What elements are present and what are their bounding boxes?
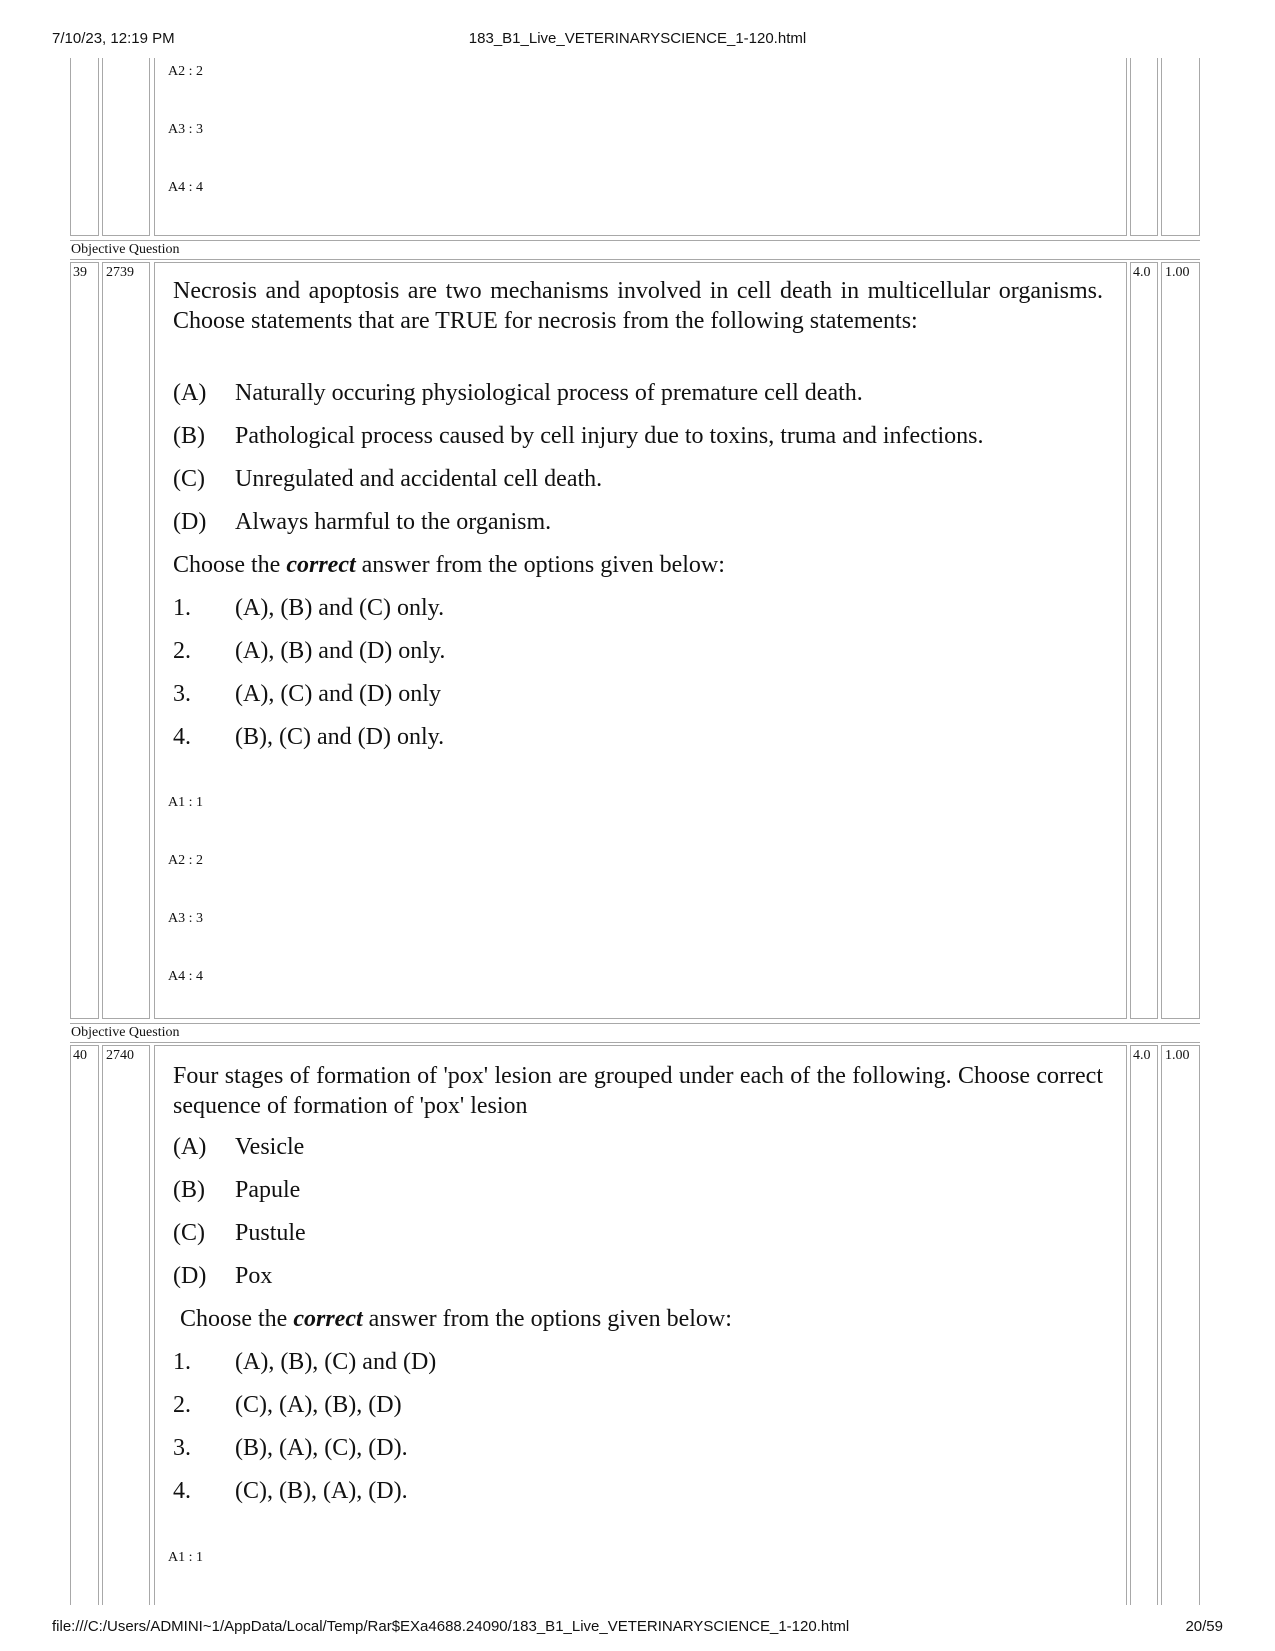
q39-answer-a1: A1 : 1: [168, 795, 203, 810]
q40-statement-a-tag: (A): [173, 1134, 207, 1160]
q40-negative: 1.00: [1165, 1048, 1190, 1063]
prev-negative-cell: [1161, 58, 1200, 236]
q40-marks-cell: [1130, 1045, 1158, 1605]
q40-statement-b: [173, 1177, 300, 1204]
q40-instruction-post: answer from the options given below:: [362, 1306, 732, 1332]
q40-qid-cell: [102, 1045, 150, 1605]
q40-option-1: [173, 1349, 436, 1376]
q40-stem: Four stages of formation of 'pox' lesion are grouped under each of the following. Choose correct sequence of formation of 'pox' lesion: [173, 1063, 1103, 1119]
q39-answer-a4: A4 : 4: [168, 969, 203, 984]
q40-option-1-num: 1.: [173, 1349, 191, 1375]
q40-serial-cell: [70, 1045, 99, 1605]
q40-instruction: [180, 1306, 732, 1333]
q39-marks: 4.0: [1133, 265, 1151, 280]
q39-negative: 1.00: [1165, 265, 1190, 280]
q40-marks: 4.0: [1133, 1048, 1151, 1063]
q40-type-rule-bottom: [70, 1042, 1200, 1043]
prev-answer-a2: A2 : 2: [168, 64, 203, 79]
q39-qid-cell: [102, 262, 150, 1019]
q39-statement-b-tag: (B): [173, 423, 205, 449]
q39-option-2: [173, 638, 445, 665]
q39-instruction-pre: Choose the: [173, 552, 287, 578]
q40-option-3: [173, 1435, 408, 1462]
q39-statement-d-text: Always harmful to the organism.: [235, 509, 552, 535]
prev-marks-cell: [1130, 58, 1158, 236]
q39-statement-a-tag: (A): [173, 380, 207, 406]
q39-serial: 39: [73, 265, 87, 280]
print-header: [0, 30, 1275, 52]
q40-statement-a: [173, 1134, 304, 1161]
q39-answer-a3: A3 : 3: [168, 911, 203, 926]
q40-statement-c-text: Pustule: [235, 1220, 306, 1246]
prev-qid-cell: [102, 58, 150, 236]
q40-answer-a1: A1 : 1: [168, 1550, 203, 1565]
q39-statement-a: [173, 380, 863, 407]
q39-serial-cell: [70, 262, 99, 1019]
q40-negative-cell: [1161, 1045, 1200, 1605]
q40-statement-d: [173, 1263, 272, 1290]
q40-option-4-num: 4.: [173, 1478, 191, 1504]
q39-statement-c: [173, 466, 602, 493]
q40-option-1-text: (A), (B), (C) and (D): [235, 1349, 437, 1375]
q39-option-3-num: 3.: [173, 681, 191, 707]
q39-statement-b: [173, 423, 984, 450]
q39-option-3: [173, 681, 441, 708]
q39-option-1-text: (A), (B) and (C) only.: [235, 595, 445, 621]
q39-option-4-num: 4.: [173, 724, 191, 750]
prev-answer-a3: A3 : 3: [168, 122, 203, 137]
q40-statement-c: [173, 1220, 306, 1247]
q39-option-1: [173, 595, 444, 622]
q40-statement-a-text: Vesicle: [235, 1134, 305, 1160]
q40-option-2: [173, 1392, 402, 1419]
q39-qid: 2739: [106, 265, 134, 280]
prev-answer-a4: A4 : 4: [168, 180, 203, 195]
q39-option-2-text: (A), (B) and (D) only.: [235, 638, 446, 664]
q39-statement-c-tag: (C): [173, 466, 205, 492]
q39-type-label: Objective Question: [71, 242, 180, 257]
q39-stem: Necrosis and apoptosis are two mechanisms involved in cell death in multicellular organisms. Choose statements that are TRUE for necrosis from the following statements:: [173, 278, 1103, 334]
q39-type-rule-bottom: [70, 259, 1200, 260]
print-footer: [0, 1618, 1275, 1640]
print-doc-title: 183_B1_Live_VETERINARYSCIENCE_1-120.html: [468, 30, 807, 47]
q40-option-3-num: 3.: [173, 1435, 191, 1461]
q40-option-4-text: (C), (B), (A), (D).: [235, 1478, 408, 1504]
q39-option-1-num: 1.: [173, 595, 191, 621]
q40-statement-d-text: Pox: [235, 1263, 273, 1289]
q39-marks-cell: [1130, 262, 1158, 1019]
q40-option-2-text: (C), (A), (B), (D): [235, 1392, 402, 1418]
q39-instruction: [173, 552, 725, 579]
q40-type-label: Objective Question: [71, 1025, 180, 1040]
q40-serial: 40: [73, 1048, 87, 1063]
print-datetime: 7/10/23, 12:19 PM: [52, 30, 175, 47]
q40-instruction-em: correct: [293, 1306, 363, 1332]
q39-statement-d-tag: (D): [173, 509, 207, 535]
q39-statement-b-text: Pathological process caused by cell injury due to toxins, truma and infections.: [235, 423, 984, 449]
q40-option-4: [173, 1478, 408, 1505]
q39-option-4: [173, 724, 444, 751]
q39-option-2-num: 2.: [173, 638, 191, 664]
q40-instruction-pre: Choose the: [180, 1306, 294, 1332]
q39-statement-a-text: Naturally occuring physiological process of premature cell death.: [235, 380, 863, 406]
q40-option-3-text: (B), (A), (C), (D).: [235, 1435, 408, 1461]
q39-negative-cell: [1161, 262, 1200, 1019]
q40-option-2-num: 2.: [173, 1392, 191, 1418]
q39-option-3-text: (A), (C) and (D) only: [235, 681, 441, 707]
q40-statement-b-text: Papule: [235, 1177, 301, 1203]
q39-statement-c-text: Unregulated and accidental cell death.: [235, 466, 603, 492]
q39-instruction-post: answer from the options given below:: [355, 552, 725, 578]
q39-option-4-text: (B), (C) and (D) only.: [235, 724, 445, 750]
q40-statement-d-tag: (D): [173, 1263, 207, 1289]
q39-statement-d: [173, 509, 551, 536]
q40-statement-c-tag: (C): [173, 1220, 205, 1246]
q39-answer-a2: A2 : 2: [168, 853, 203, 868]
q40-qid: 2740: [106, 1048, 134, 1063]
prev-serial-cell: [70, 58, 99, 236]
print-page-number: 20/59: [1185, 1618, 1223, 1635]
q40-statement-b-tag: (B): [173, 1177, 205, 1203]
print-file-path: file:///C:/Users/ADMINI~1/AppData/Local/Temp/Rar$EXa4688.24090/183_B1_Live_VETERINARYSCIENCE_1-120.html: [52, 1618, 850, 1635]
prev-content-cell: [154, 58, 1127, 236]
q39-instruction-em: correct: [286, 552, 356, 578]
